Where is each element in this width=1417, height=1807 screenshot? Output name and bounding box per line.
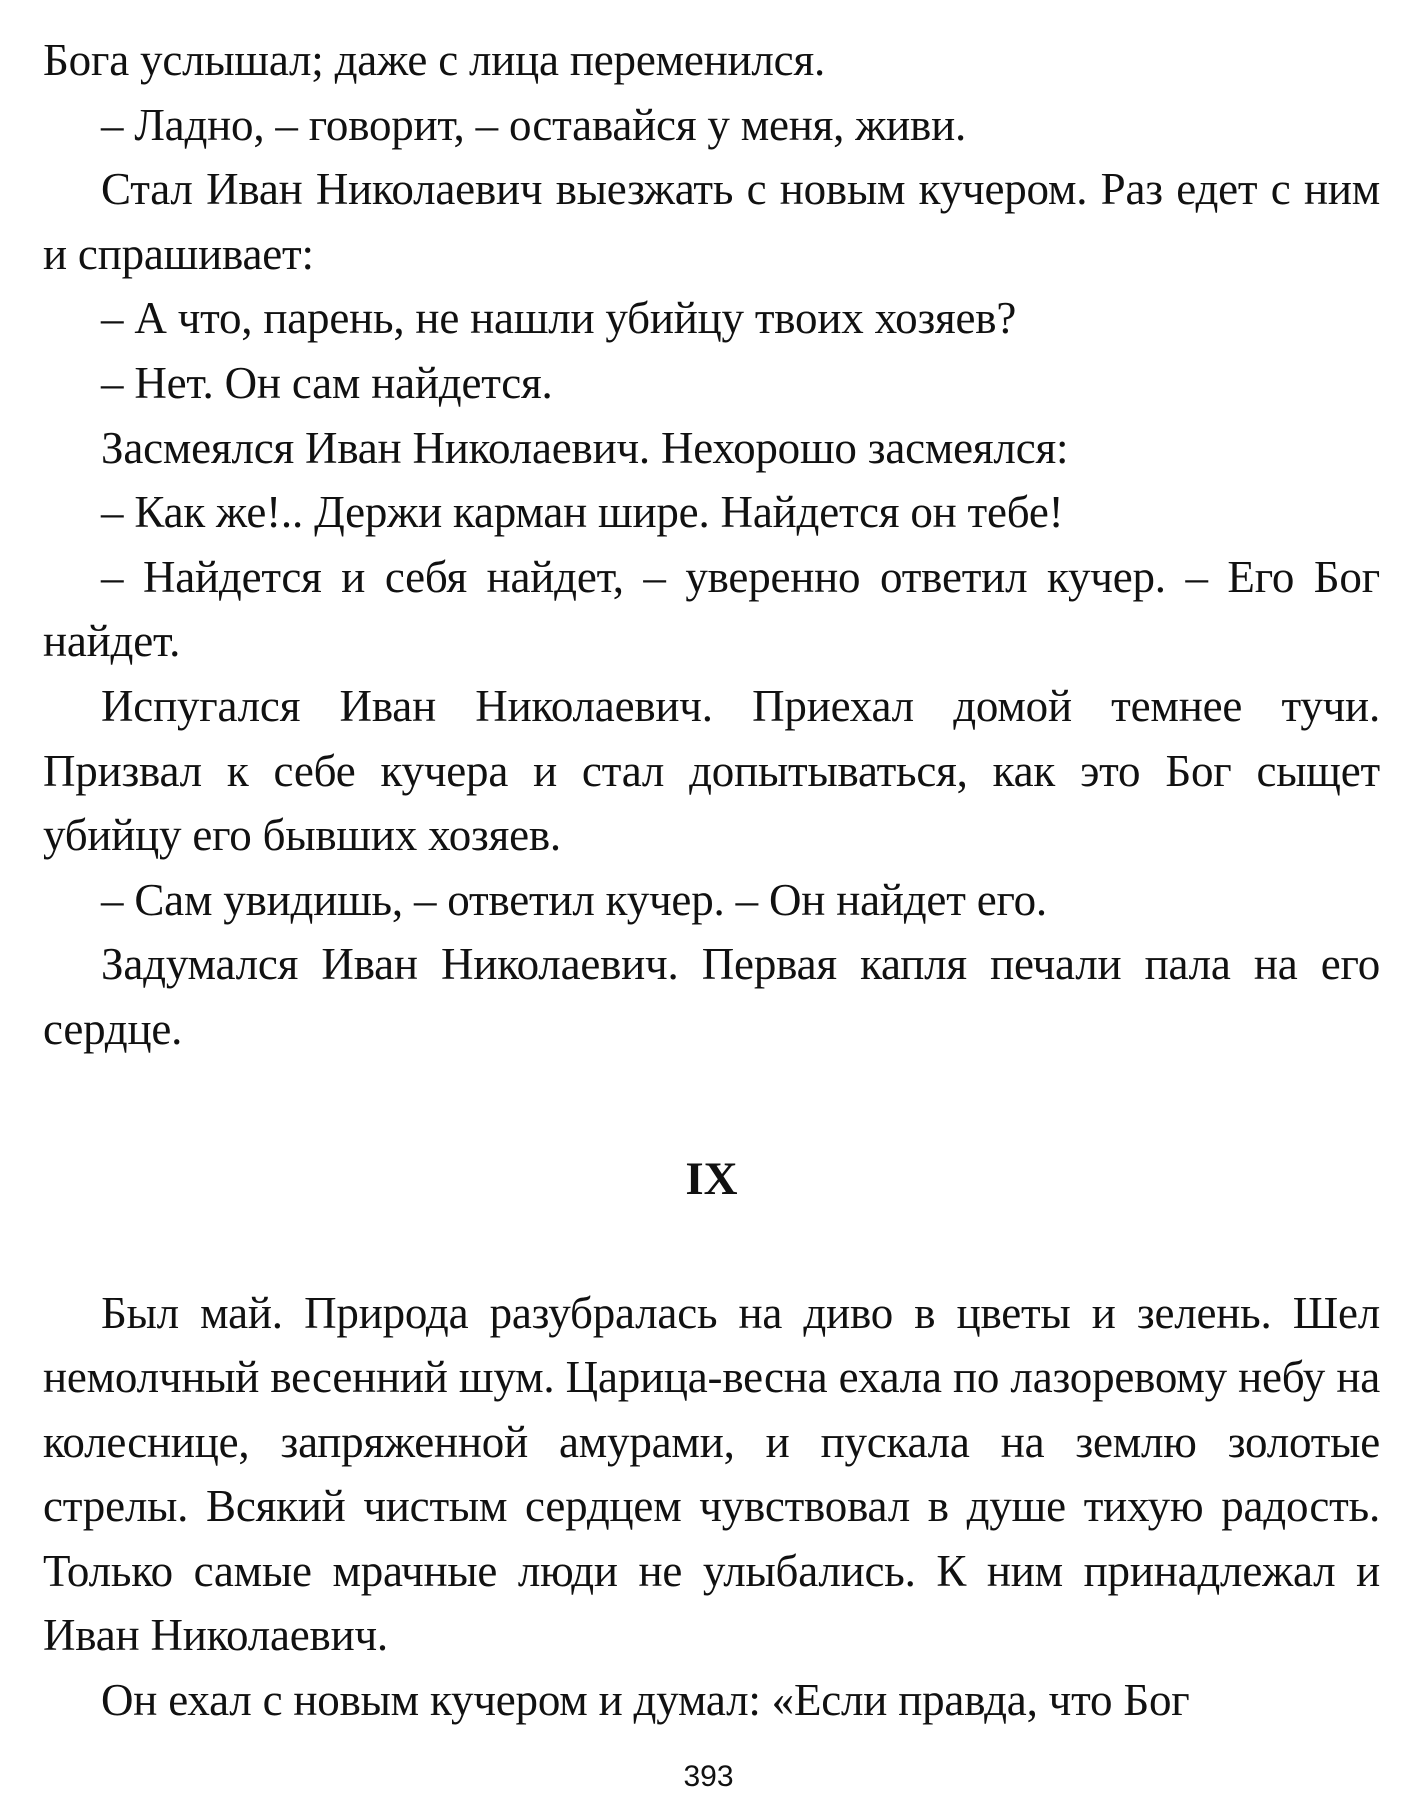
paragraph: Задумался Иван Николаевич. Первая капля печали пала на его сердце.	[43, 939, 1380, 1054]
text-block-after-chapter	[43, 1281, 1380, 1733]
paragraph: – Нет. Он сам найдется.	[101, 357, 553, 408]
book-page	[43, 28, 1380, 1733]
paragraph: – Найдется и себя найдет, – уверенно ответил кучер. – Его Бог найдет.	[43, 551, 1380, 667]
paragraph: Бога услышал; даже с лица переменился.	[43, 35, 825, 85]
paragraph: – Как же!.. Держи карман шире. Найдется он тебе!	[101, 487, 1064, 538]
paragraph: – Сам увидишь, – ответил кучер. – Он найдет его.	[101, 874, 1047, 925]
paragraph: Засмеялся Иван Николаевич. Нехорошо засмеялся:	[101, 422, 1069, 473]
paragraph: – А что, парень, не нашли убийцу твоих хозяев?	[101, 293, 1017, 344]
paragraph: Испугался Иван Николаевич. Приехал домой темнее тучи. Призвал к себе кучера и стал допытываться, как это Бог сыщет убийцу его бывших хозяев.	[43, 680, 1380, 861]
paragraph: Он ехал с новым кучером и думал: «Если правда, что Бог	[101, 1675, 1190, 1726]
page-number: 393	[683, 1760, 734, 1793]
paragraph: Стал Иван Николаевич выезжать с новым кучером. Раз едет с ним и спрашивает:	[43, 164, 1380, 279]
paragraph: – Ладно, – говорит, – оставайся у меня, живи.	[101, 99, 967, 150]
paragraph: Был май. Природа разубралась на диво в цветы и зелень. Шел немолчный весенний шум. Царица-весна ехала по лазоревому небу на колеснице, запряженной амурами, и пускала на землю золотые стрелы. Всякий чистым сердцем чувствовал в душе тихую радость. Только самые мрачные люди не улыбались. К ним принадлежал и Иван Николаевич.	[43, 1287, 1380, 1661]
text-block-before-chapter	[43, 28, 1380, 1062]
chapter-heading: IX	[685, 1152, 738, 1205]
